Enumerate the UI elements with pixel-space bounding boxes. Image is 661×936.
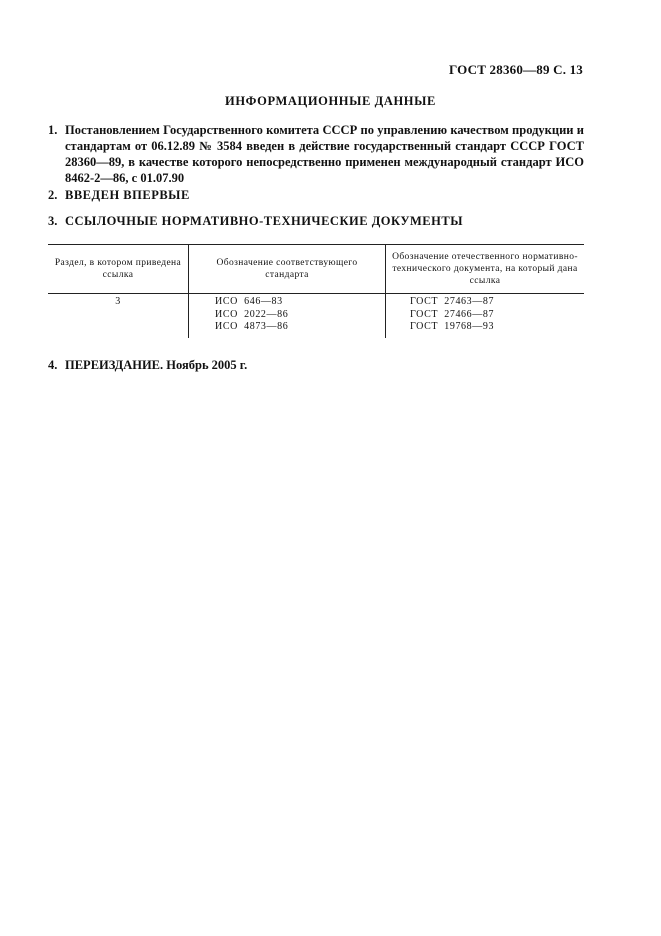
cell-gost-documents xyxy=(385,294,584,338)
section-title: ИНФОРМАЦИОННЫЕ ДАННЫЕ xyxy=(225,94,436,108)
info-item-3 xyxy=(48,213,584,229)
info-item-4 xyxy=(48,357,584,373)
reference-documents-table xyxy=(48,244,584,338)
page-number-header: ГОСТ 28360—89 С. 13 xyxy=(449,62,583,77)
iso-standard: ИСО 2022—86 xyxy=(215,308,289,320)
item-text: ВВЕДЕН ВПЕРВЫЕ xyxy=(65,188,190,202)
gost-document: ГОСТ 19768—93 xyxy=(410,321,495,332)
column-header-section: Раздел, в котором приведена ссылка xyxy=(54,258,182,280)
info-item-2 xyxy=(48,187,584,203)
item-text: Постановлением Государственного комитета СССР по управлению качеством продукции и стандартам от 06.12.89 № 3584 введен в действие государственный стандарт СССР ГОСТ 28360—89, в качестве которого непосредственно применен международный стандарт ИСО 8462-2—86, с 01.07.90 xyxy=(65,123,584,185)
table-header-row xyxy=(48,245,584,294)
iso-standard: ИСО 646—83 xyxy=(215,296,283,307)
item-number: 1. xyxy=(48,123,58,137)
gost-document: ГОСТ 27466—87 xyxy=(410,308,495,320)
column-header-national-document: Обозначение отечественного нормативно-технического документа, на который дана ссылка xyxy=(385,245,584,293)
cell-section: 3 xyxy=(115,296,121,307)
table-row xyxy=(48,294,584,338)
item-text: ССЫЛОЧНЫЕ НОРМАТИВНО-ТЕХНИЧЕСКИЕ ДОКУМЕНТЫ xyxy=(65,214,463,228)
gost-document: ГОСТ 27463—87 xyxy=(410,296,495,307)
item-number: 4. xyxy=(48,358,58,372)
iso-standard: ИСО 4873—86 xyxy=(215,321,289,332)
column-header-iso-standard: Обозначение соответствующего стандарта xyxy=(188,245,385,293)
info-item-1 xyxy=(48,122,584,186)
item-text: ПЕРЕИЗДАНИЕ. Ноябрь 2005 г. xyxy=(65,358,248,372)
cell-iso-standards xyxy=(188,294,385,338)
item-number: 3. xyxy=(48,214,58,228)
item-number: 2. xyxy=(48,188,58,202)
